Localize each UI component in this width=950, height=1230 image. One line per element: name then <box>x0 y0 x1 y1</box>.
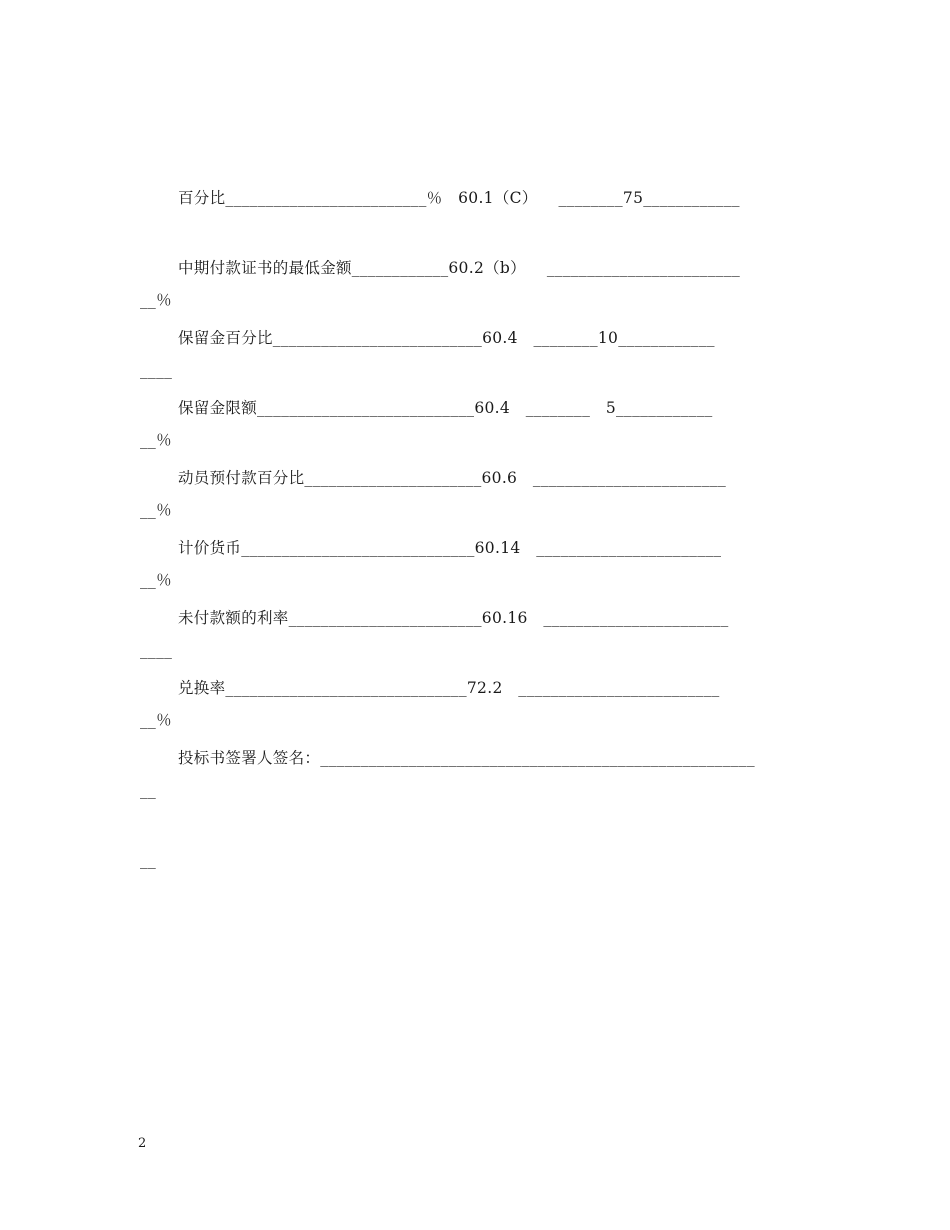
row-line-2: __％ <box>140 291 172 309</box>
row-line-2: __％ <box>140 571 172 589</box>
row-line-1: 动员预付款百分比______________________60.6 ________________________ <box>178 469 727 487</box>
page-number: 2 <box>138 1136 147 1151</box>
row-line-2: __ <box>140 781 157 799</box>
row-line-1: 未付款额的利率________________________60.16 _______________________ <box>178 609 729 627</box>
row-line-2: ____ <box>140 641 173 659</box>
row-line-1: 中期付款证书的最低金额____________60.2（b） ________________________ <box>178 259 741 277</box>
row-line-1: 保留金百分比__________________________60.4 ________10____________ <box>178 329 715 347</box>
row-line-1: 兑换率______________________________72.2 _________________________ <box>178 679 720 697</box>
row-line-2: __％ <box>140 711 172 729</box>
row-line-1: 百分比_________________________％ 60.1（C） ________75____________ <box>178 189 740 207</box>
row-line-2: __ <box>140 851 157 869</box>
row-line-1: 投标书签署人签名：______________________________________________________ <box>178 749 755 767</box>
row-line-2: __％ <box>140 431 172 449</box>
row-line-1: 保留金限额___________________________60.4 ________ 5____________ <box>178 399 713 417</box>
row-line-1: 计价货币_____________________________60.14 _______________________ <box>178 539 722 557</box>
row-signature <box>140 673 812 945</box>
row-line-2: __％ <box>140 501 172 519</box>
row-line-2: ____ <box>140 361 173 379</box>
